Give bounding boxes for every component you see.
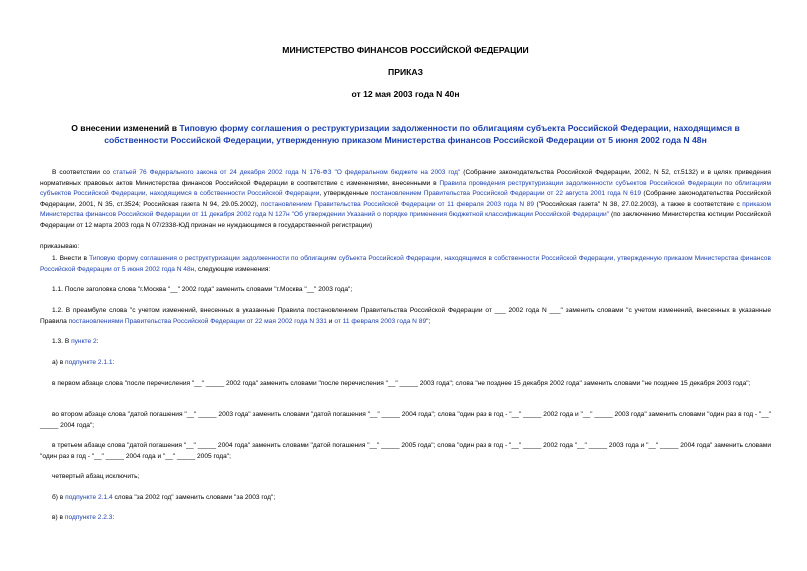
item-1-2-text-1: 1.2. В преамбуле слова "с учетом изменений, внесенных в указанные Правила постановлением Правительства Российской Федерации от ___ 2002 года N ___" заменить словами "с учетом изменений, внесенных в указанные Правила <box>40 307 771 325</box>
prikazyvayu: приказываю: <box>40 243 80 250</box>
intro-text-1: В соответствии со <box>52 169 113 176</box>
item-1 <box>40 254 771 275</box>
item-1-text-2: , следующие изменения: <box>194 265 271 273</box>
title-link[interactable]: Типовую форму соглашения о реструктуризации задолженности по облигациям субъекта Российской Федерации, находящимся в собственности Российской Федерации, утвержденную приказом Министерства финансов Российской Федерации от 5 июня 2002 года N 48н <box>104 123 740 145</box>
subitem-v <box>40 513 771 524</box>
subitem-a-text-2: : <box>112 359 115 366</box>
decree-89-link[interactable]: постановлением Правительства Российской Федерации от 11 февраля 2003 года N 89 <box>260 200 534 208</box>
subitem-a-text-1: а) в <box>52 359 66 366</box>
typical-form-link[interactable]: Типовую форму соглашения о реструктуризации задолженности по облигациям субъекта Российской Федерации, находящимся в собственности Российской Федерации, утвержденную приказом Министерства финансов Российской Федерации от 5 июня 2002 года N 48н <box>40 255 771 273</box>
intro-text-3: , утвержденные <box>319 190 371 198</box>
item-1-2 <box>40 306 771 327</box>
subpoint-2-1-4-link[interactable]: подпункте 2.1.4 <box>65 494 113 501</box>
item-1-2-text-3: "; <box>426 317 431 325</box>
decree-331-link[interactable]: постановлениями Правительства Российской Федерации от 22 мая 2002 года N 331 <box>68 317 327 325</box>
law-176fz-link[interactable]: статьей 76 Федерального закона от 24 декабря 2002 года N 176-ФЗ "О федеральном бюджете на 2003 год" <box>112 169 461 176</box>
subitem-b <box>40 493 771 504</box>
subitem-a <box>40 358 771 369</box>
item-1-2-text-2: и <box>326 317 335 325</box>
date-number-heading: от 12 мая 2003 года N 40н <box>351 89 460 99</box>
decree-619-link[interactable]: постановлением Правительства Российской Федерации от 22 августа 2001 года N 619 <box>370 190 642 198</box>
subitem-a-para-3: в третьем абзаце слова "датой погашения "__" _____ 2004 года" заменить словами "датой погашения "__" _____ 2005 года"; слова "один раз в год - "__" _____ 2002 года "__" _____ 2003 года и "__" _____ 2004 года" заменить словами "один раз в год - "__" _____ 2004 года и "__" _____ 2005 года"; <box>40 442 771 460</box>
subitem-b-text-2: слова "за 2002 год" заменить словами "за 2003 год"; <box>112 494 276 501</box>
doc-type-heading: ПРИКАЗ <box>388 67 423 77</box>
title-text: О внесении изменений в <box>71 123 180 133</box>
point-2-link[interactable]: пункте 2 <box>71 338 97 345</box>
subpoint-2-2-3-link[interactable]: подпункте 2.2.3 <box>64 514 113 521</box>
subpoint-2-1-1-link[interactable]: подпункте 2.1.1 <box>65 359 113 366</box>
subitem-v-text-1: в) в <box>52 514 65 521</box>
item-1-1: 1.1. После заголовка слова "г.Москва "__" 2002 года" заменить словами "г.Москва "__" 2003 года"; <box>52 286 353 293</box>
subitem-a-para-2: во втором абзаце слова "датой погашения "__" _____ 2003 года" заменить словами "датой погашения "__" _____ 2004 года"; слова "один раз в год - "__" _____ 2002 года и "__" _____ 2003 года" заменить словами "один раз в год - "__" _____ 2004 года"; <box>40 411 771 429</box>
item-1-3 <box>40 337 771 348</box>
ministry-heading: МИНИСТЕРСТВО ФИНАНСОВ РОССИЙСКОЙ ФЕДЕРАЦИИ <box>282 45 529 55</box>
subitem-a-para-4: четвертый абзац исключить; <box>52 473 140 480</box>
decree-89-link-2[interactable]: от 11 февраля 2003 года N 89 <box>334 317 427 325</box>
subitem-b-text-1: б) в <box>52 494 66 501</box>
intro-text-2: (Собрание законодательства Российской Федерации, 2002, N 52, ст.5132) и в целях приведения нормативных правовых актов Министерства финансов Российской Федерации в соответствие с изменениями, внесенными в <box>40 169 771 187</box>
order-127n-link[interactable]: приказом Министерства финансов Российской Федерации от 11 декабря 2002 года N 127н "Об утверждении Указаний о порядке применения бюджетной классификации Российской Федерации" <box>40 200 771 219</box>
intro-text-6: (по заключению Министерства юстиции Российской Федерации от 12 марта 2003 года N 07/2338-ЮД признан не нуждающимся в государственной регистрации) <box>40 211 771 229</box>
subitem-a-para-1: в первом абзаце слова "после перечисления "__" _____ 2002 года" заменить словами "после перечисления "__" _____ 2003 года"; слова "не позднее 15 декабря 2002 года" заменить словами "не позднее 15 декабря 2003 года"; <box>52 380 751 387</box>
subitem-v-text-2: : <box>112 514 115 521</box>
intro-text-5: ("Российская газета" N 38, 27.02.2003), а также в соответствие с <box>534 200 743 208</box>
item-1-3-text-1: 1.3. В <box>52 338 72 345</box>
item-1-text-1: 1. Внести в <box>52 255 90 262</box>
intro-paragraph <box>40 168 771 232</box>
item-1-3-text-2: : <box>96 338 99 345</box>
document-title <box>40 122 771 146</box>
restructuring-rules-link[interactable]: Правила проведения реструктуризации задолженности субъектов Российской Федерации по облигациям субъектов Российской Федерации, находящимся в собственности Российской Федерации <box>40 179 771 198</box>
intro-text-4: (Собрание законодательства Российской Федерации, 2001, N 35, ст.3524; Российская газета N 94, 29.05.2002), <box>40 190 771 208</box>
